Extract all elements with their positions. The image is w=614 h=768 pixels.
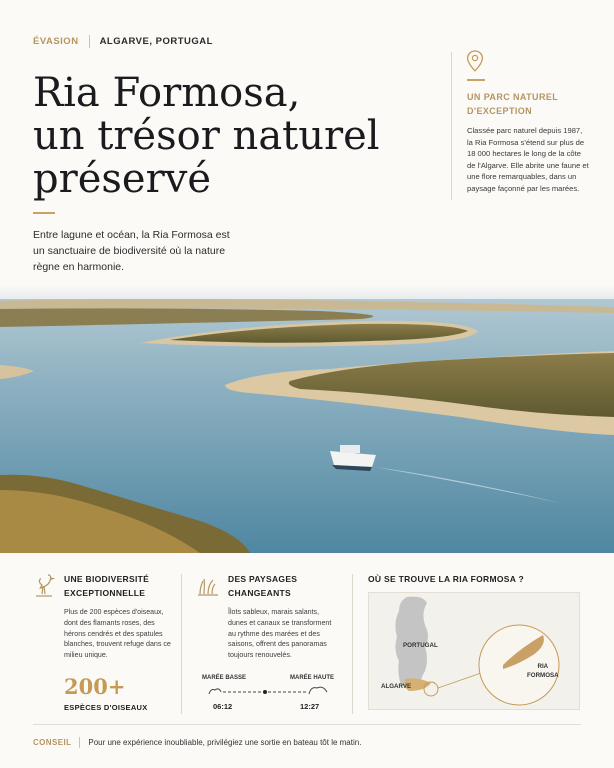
column-divider xyxy=(352,574,353,714)
title-line: Ria Formosa, xyxy=(33,70,301,116)
sidebar-title-line: D'EXCEPTION xyxy=(467,106,533,116)
map-inset-label xyxy=(527,662,559,680)
map-inset-label-line: RIA xyxy=(537,663,549,670)
bird-icon xyxy=(32,572,56,598)
footer-tip xyxy=(33,737,361,748)
tip-divider xyxy=(79,737,80,748)
tide-high-label: MARÉE HAUTE xyxy=(290,675,335,681)
sidebar-title-line: UN PARC NATUREL xyxy=(467,92,559,102)
map-inset-label-line: FORMOSA xyxy=(527,672,559,679)
kicker-divider xyxy=(89,35,90,48)
location-label: ALGARVE, PORTUGAL xyxy=(99,36,213,47)
tip-text: Pour une expérience inoubliable, privilégiez une sortie en bateau tôt le matin. xyxy=(88,738,362,747)
article-title xyxy=(33,72,433,201)
biodiversity-text: Plus de 200 espèces d'oiseaux, dont des flamants roses, des hérons cendrés et des spatules blanches, trouvent refuge dans ce milieu unique. xyxy=(64,608,171,660)
location-pin-icon xyxy=(466,50,484,72)
lagoon-aerial-photo xyxy=(0,285,614,553)
tide-high-time: 12:27 xyxy=(300,702,320,711)
tide-low-time: 06:12 xyxy=(213,702,233,711)
species-count: 200+ xyxy=(64,674,126,699)
landscapes-title-line: CHANGEANTS xyxy=(228,588,291,598)
marsh-grass-icon xyxy=(196,574,220,598)
column-divider xyxy=(181,574,182,714)
sidebar-rule xyxy=(467,79,485,81)
sidebar-title xyxy=(467,90,587,118)
tip-label: CONSEIL xyxy=(33,738,72,747)
map-region-label: ALGARVE xyxy=(381,683,412,690)
species-label: ESPÈCES D'OISEAUX xyxy=(64,703,148,712)
title-line: un trésor naturel xyxy=(33,113,380,159)
location-map xyxy=(368,592,580,710)
footer-rule xyxy=(33,724,581,725)
landscapes-title-line: DES PAYSAGES xyxy=(228,574,298,584)
article-kicker xyxy=(33,35,213,48)
intro-paragraph: Entre lagune et océan, la Ria Formosa est un sanctuaire de biodiversité où la nature règne en harmonie. xyxy=(33,229,230,273)
sidebar-divider xyxy=(451,52,452,200)
title-rule xyxy=(33,212,55,214)
tide-low-label: MARÉE BASSE xyxy=(202,675,247,681)
biodiversity-title xyxy=(64,572,149,600)
section-label: ÉVASION xyxy=(33,36,79,47)
landscapes-text: Îlots sableux, marais salants, dunes et canaux se transforment au rythme des marées et des saisons, offrent des panoramas toujours renouvelés. xyxy=(228,608,332,660)
biodiversity-title-line: UNE BIODIVERSITÉ xyxy=(64,574,150,584)
sidebar-text: Classée parc naturel depuis 1987, la Ria Formosa s'étend sur plus de 18 000 hectares le long de la côte de l'Algarve. Elle abrite une faune et une flore remarquables, dans un paysage façonné par les marées. xyxy=(467,126,589,193)
map-title: OÙ SE TROUVE LA RIA FORMOSA ? xyxy=(368,574,525,584)
landscapes-title xyxy=(228,572,297,600)
tide-timeline xyxy=(205,682,335,698)
map-country-label: PORTUGAL xyxy=(403,642,438,649)
biodiversity-title-line: EXCEPTIONNELLE xyxy=(64,588,146,598)
title-line: préservé xyxy=(33,156,211,202)
